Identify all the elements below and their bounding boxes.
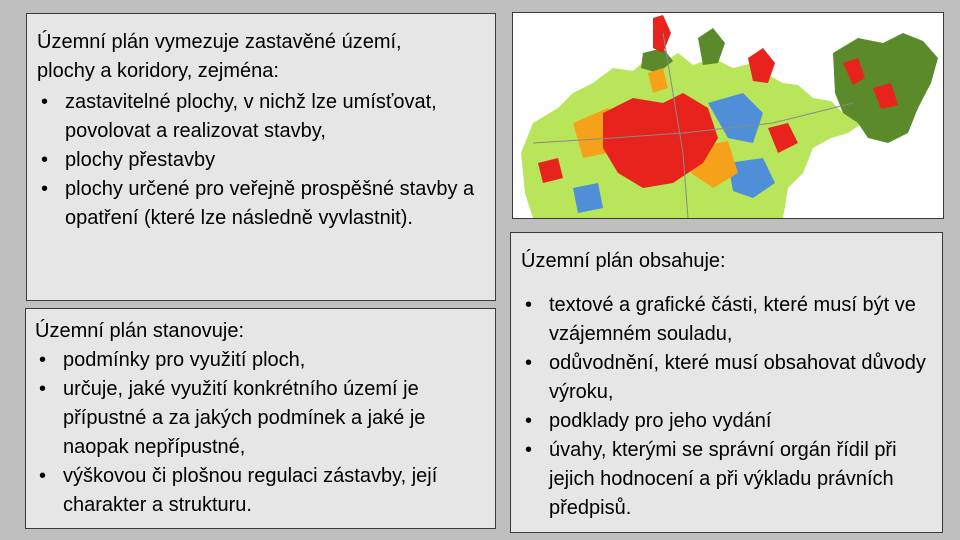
box-intro: Územní plán stanovuje:: [35, 320, 245, 342]
list-item: • úvahy, kterými se správní orgán řídil při jejich hodnocení a při výkladu právních předpisů.: [521, 436, 932, 523]
land-use-definition-box: [26, 13, 496, 301]
land-use-map-image: [512, 12, 944, 219]
box-intro: Územní plán vymezuje zastavěné území, plochy a koridory, zejména:: [37, 31, 402, 82]
list-item: • plochy přestavby: [37, 146, 485, 175]
list-item: • textové a grafické části, které musí být ve vzájemném souladu,: [521, 291, 932, 349]
map-illustration: [513, 13, 943, 218]
land-use-contents-box: [510, 232, 943, 533]
list-item: • plochy určené pro veřejně prospěšné stavby a opatření (které lze následně vyvlastnit).: [37, 175, 485, 233]
list-item: • podklady pro jeho vydání: [521, 407, 932, 436]
list-item: • zastavitelné plochy, v nichž lze umísťovat, povolovat a realizovat stavby,: [37, 88, 485, 146]
list-item: • výškovou či plošnou regulaci zástavby, její charakter a strukturu.: [35, 462, 487, 520]
box-intro: Územní plán obsahuje:: [521, 250, 726, 272]
list-item: • odůvodnění, které musí obsahovat důvody výroku,: [521, 349, 932, 407]
land-use-regulation-box: [25, 308, 496, 529]
bullet-list: [37, 88, 485, 233]
list-item: • určuje, jaké využití konkrétního území je přípustné a za jakých podmínek a jaké je naopak nepřípustné,: [35, 375, 487, 462]
list-item: • podmínky pro využití ploch,: [35, 346, 487, 375]
bullet-list: [35, 346, 487, 520]
industrial-area: [573, 183, 603, 213]
bullet-list: [521, 291, 932, 523]
